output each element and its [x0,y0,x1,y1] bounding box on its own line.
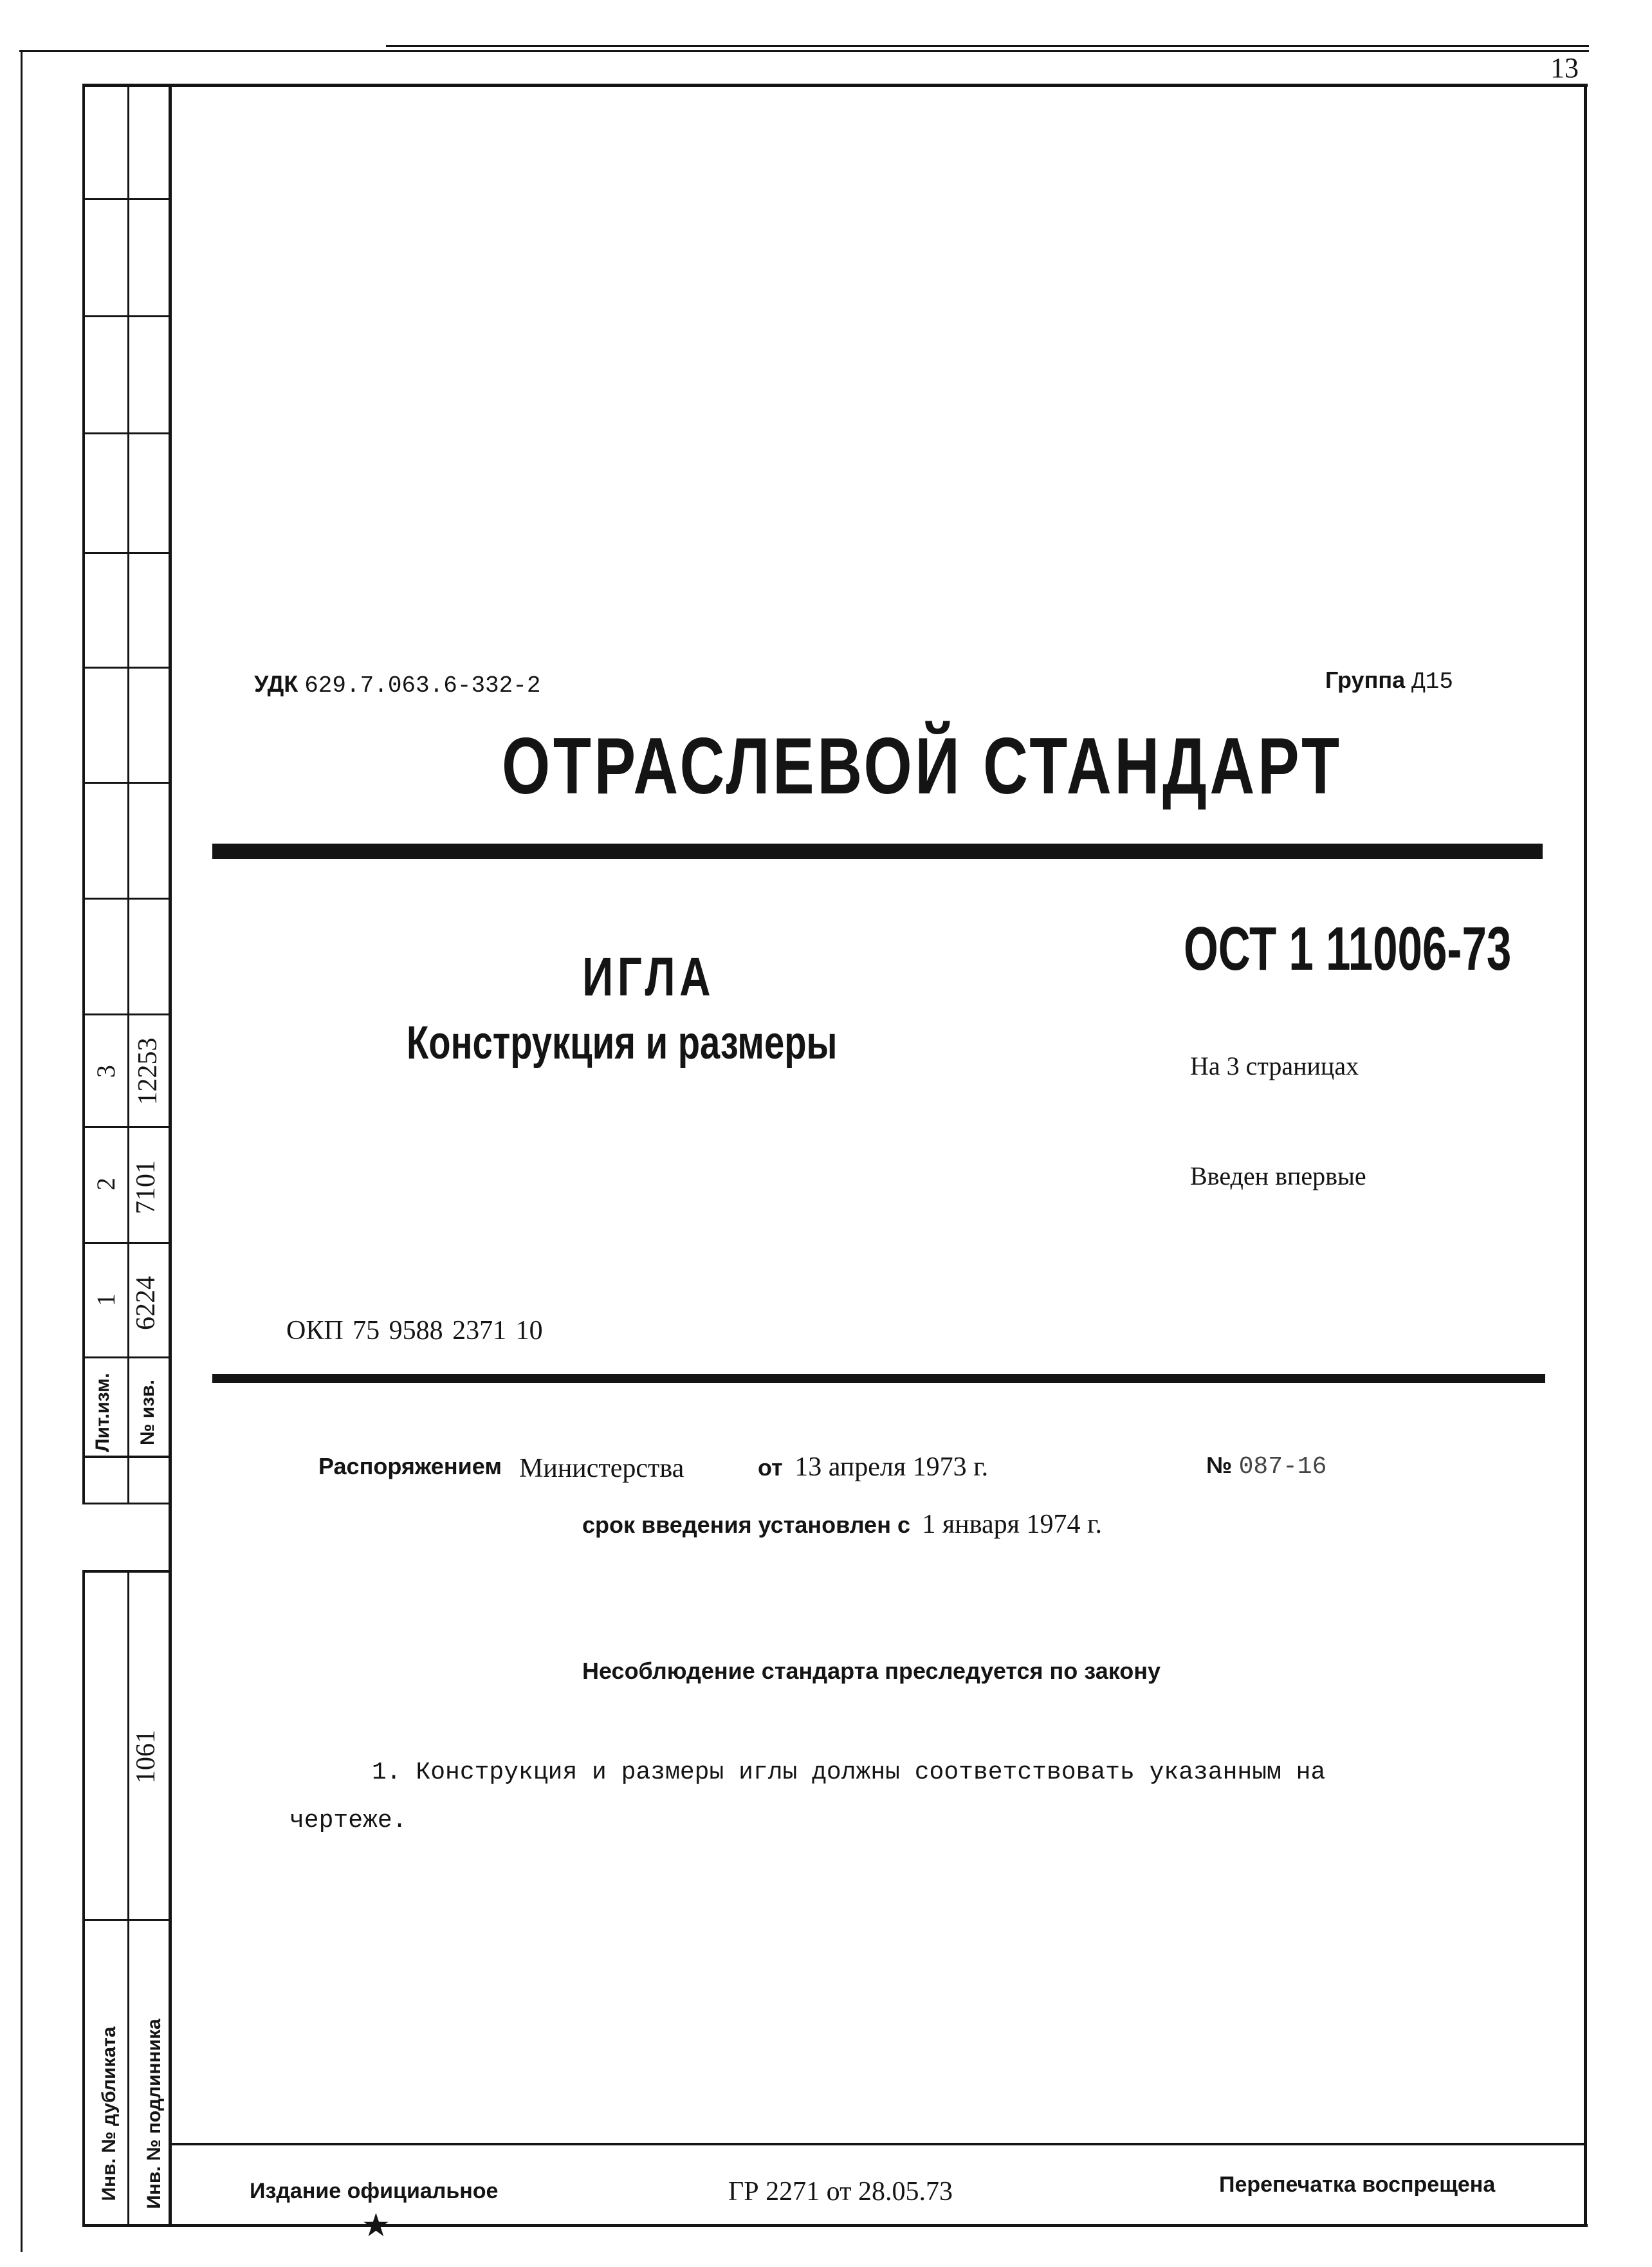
effective-date: 1 января 1974 г. [922,1510,1102,1539]
frame-bottom [82,2224,1588,2227]
duplicate-inventory-label: Инв. № дубликата [98,2026,120,2201]
order-date-value: 13 апреля 1973 г. [794,1452,989,1482]
introduced-note: Введен впервые [1190,1161,1366,1190]
change-number-2: 2 [91,1178,120,1190]
product-subtitle: Конструкция и размеры [407,1017,838,1069]
side-row-7 [82,898,170,900]
change-number-3: 3 [91,1065,120,1078]
side-row-13 [82,1503,170,1504]
thick-rule-top [212,844,1543,859]
footer-rule [169,2143,1587,2145]
star-icon: ★ [362,2207,390,2243]
group-value: Д15 [1411,669,1453,695]
order-number-value: 087-16 [1238,1453,1327,1481]
reprint-notice: Перепечатка воспрещена [1219,2172,1496,2197]
side-row-8 [82,1013,170,1015]
notice-number-2: 7101 [131,1160,161,1214]
side-col-outer [82,84,85,1503]
registration-number: ГР 2271 от 28.05.73 [728,2177,953,2207]
order-issuer: Министерства [519,1454,684,1483]
side-row-3 [82,432,170,434]
top-rule-outer [19,50,1589,52]
side-row-4 [82,552,170,554]
standard-number: ОСТ 1 11006-73 [1184,914,1512,983]
change-number-1: 1 [91,1293,120,1306]
side-row-15 [82,1919,170,1921]
legal-notice: Несоблюдение стандарта преследуется по закону [582,1658,1161,1684]
udk-value: 629.7.063.6-332-2 [304,672,541,699]
side-row-9 [82,1126,170,1128]
side-row-2 [82,315,170,317]
thick-rule-bottom [212,1374,1545,1383]
effective-label: срок введения установлен с [582,1512,910,1538]
udk-label: УДК [254,671,298,697]
notice-number-1: 6224 [131,1276,161,1330]
clause-1-line-1: 1. Конструкция и размеры иглы должны соответствовать указанным на [372,1759,1326,1786]
main-title: ОТРАСЛЕВОЙ СТАНДАРТ [502,722,1343,811]
okp-code: ОКП 75 9588 2371 10 [286,1316,543,1346]
side-row-6 [82,782,170,784]
order-label: Распоряжением [318,1453,502,1479]
order-date [758,1452,988,1483]
frame-top [82,84,1588,87]
side-row-10 [82,1242,170,1244]
side-col-outer-lower [82,1570,85,2226]
group-label: Группа [1325,667,1406,693]
udk-line [254,671,540,699]
lit-change-label: Лит.изм. [92,1373,113,1452]
left-margin-line [21,51,23,2252]
order-number [1206,1452,1326,1481]
order-date-label: от [758,1454,783,1481]
side-row-14 [82,1570,170,1573]
edition-label: Издание официальное [250,2179,499,2203]
page-number: 13 [1550,52,1579,84]
side-row-11 [82,1356,170,1358]
pages-count: На 3 страницах [1190,1051,1359,1080]
group-line [1325,667,1453,695]
frame-right [1584,84,1587,2226]
notice-number-3: 12253 [133,1037,163,1106]
side-row-5 [82,667,170,669]
original-inventory-number: 1061 [131,1730,161,1784]
product-name: ИГЛА [582,947,715,1007]
effective-line [582,1509,1102,1540]
notice-number-label: № изв. [137,1380,158,1445]
order-number-label: № [1206,1452,1233,1478]
original-inventory-label: Инв. № подлинника [143,2019,165,2209]
clause-1-line-2: чертеже. [289,1807,407,1835]
side-row-1 [82,198,170,200]
side-col-mid-lower [127,1570,129,2226]
frame-left [169,84,172,2226]
top-rule-right [386,45,1589,47]
